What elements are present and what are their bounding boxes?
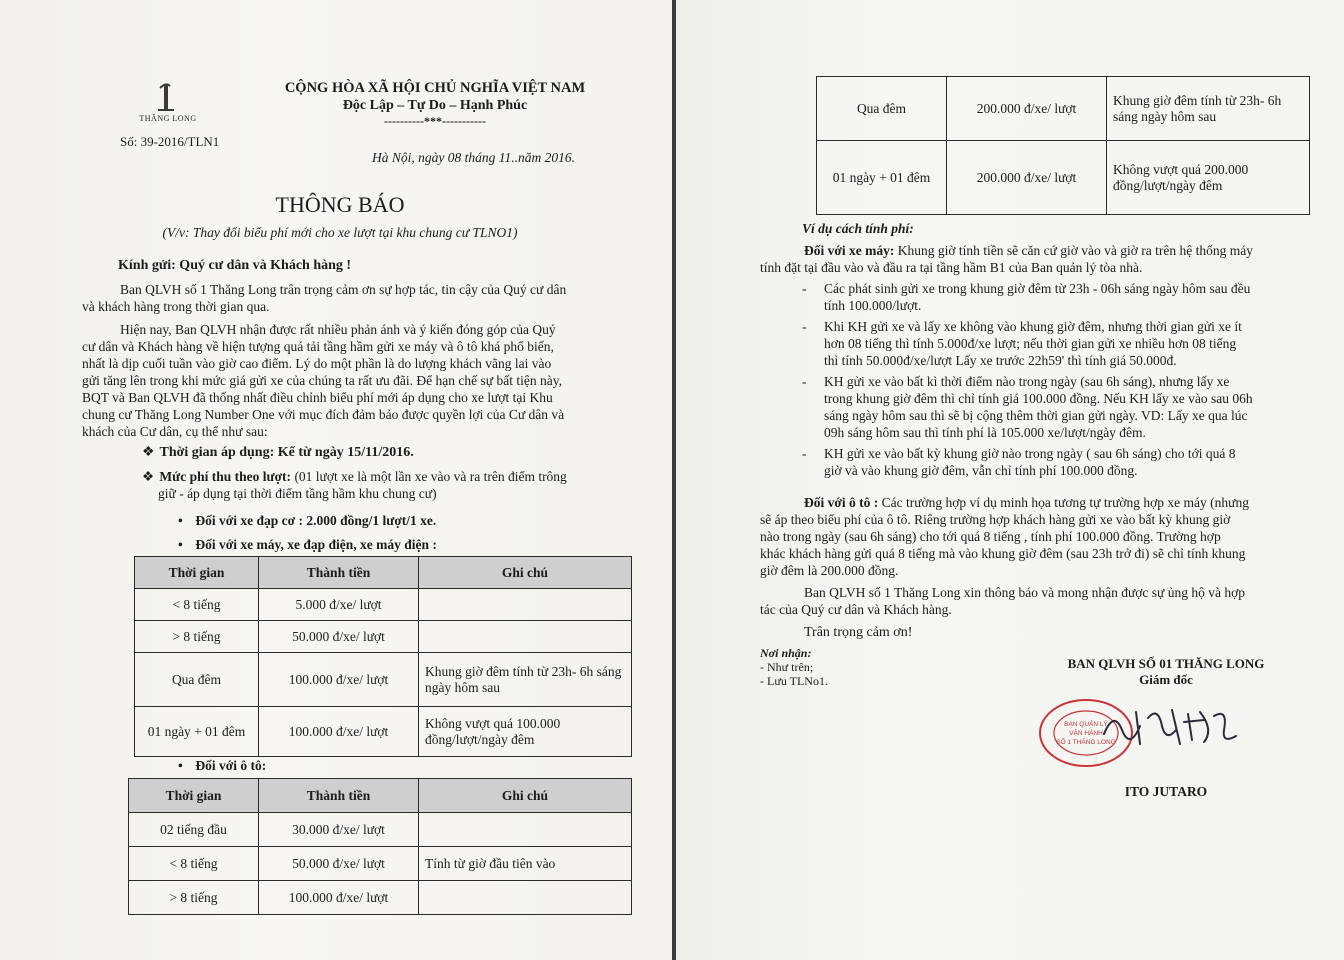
greeting: Kính gửi: Quý cư dân và Khách hàng ! <box>118 258 352 273</box>
car-fee-table <box>128 778 632 915</box>
car-example-label: Đối với ô tô : <box>804 495 879 510</box>
table-header: Thành tiền <box>259 557 419 589</box>
dash-bullet-icon: - <box>802 281 807 296</box>
list-item-line: KH gửi xe vào bất kỳ khung giờ nào trong ngày ( sau 6h sáng) cho tới quá 8 <box>824 446 1236 461</box>
table-cell: < 8 tiếng <box>135 589 259 621</box>
svg-text:SỐ 1 THĂNG LONG: SỐ 1 THĂNG LONG <box>1056 739 1116 746</box>
table-cell: 200.000 đ/xe/ lượt <box>947 77 1107 141</box>
table-cell: < 8 tiếng <box>129 847 259 881</box>
table-cell: 30.000 đ/xe/ lượt <box>259 813 419 847</box>
document-title: THÔNG BÁO <box>275 192 405 217</box>
header-divider: ----------***----------- <box>384 114 486 128</box>
document-number: Số: 39-2016/TLN1 <box>120 134 220 149</box>
table-row <box>135 707 632 757</box>
table-cell: > 8 tiếng <box>129 881 259 915</box>
list-item-line: tính 100.000/lượt. <box>824 298 922 313</box>
table-cell: 200.000 đ/xe/ lượt <box>947 141 1107 215</box>
svg-text:VẬN HÀNH: VẬN HÀNH <box>1069 730 1103 737</box>
motorbike-heading: Đối với xe máy, xe đạp điện, xe máy điện : <box>195 537 437 552</box>
table-header-row <box>129 779 632 813</box>
svg-text:BAN QUẢN LÝ: BAN QUẢN LÝ <box>1064 721 1108 728</box>
table-cell <box>419 813 632 847</box>
effective-date-item <box>142 444 414 461</box>
document-page-right <box>676 0 1344 960</box>
list-item-line: thì tính 50.000đ/xe/lượt Lấy xe trước 22h59' thì tính giá 50.000đ. <box>824 353 1177 368</box>
table-cell <box>419 621 632 653</box>
table-row <box>129 847 632 881</box>
thang-long-logo-icon <box>150 82 184 114</box>
table-header-row <box>135 557 632 589</box>
table-row <box>129 813 632 847</box>
list-item-line: Khi KH gửi xe và lấy xe không vào khung giờ đêm, nhưng thời gian gửi xe ít <box>824 319 1242 334</box>
table-cell: Tính từ giờ đầu tiên vào <box>419 847 632 881</box>
table-cell: 100.000 đ/xe/ lượt <box>259 881 419 915</box>
diamond-bullet-icon: ❖ <box>142 469 155 484</box>
table-cell: 100.000 đ/xe/ lượt <box>259 707 419 757</box>
paragraph-line: cư dân và Khách hàng về hiện tượng quá tải tầng hầm gửi xe máy và ô tô khá phổ biến, <box>82 339 554 354</box>
list-item-line: Các phát sinh gửi xe trong khung giờ đêm từ 23h - 06h sáng ngày hôm sau đều <box>824 281 1251 296</box>
table-header: Thời gian <box>135 557 259 589</box>
table-header: Thời gian <box>129 779 259 813</box>
motto: Độc Lập – Tự Do – Hạnh Phúc <box>342 98 528 113</box>
dash-bullet-icon: - <box>802 374 807 389</box>
car-example-line: khác khách hàng gửi quá 8 tiếng mà vào khung giờ đêm (sau 23h trở đi) sẽ chỉ tính khung <box>760 546 1246 561</box>
paragraph-line: Ban QLVH số 1 Thăng Long trân trọng cảm ơn sự hợp tác, tin cậy của Quý cư dân <box>120 282 567 297</box>
car-example-line: sẽ áp theo biểu phí của ô tô. Riêng trường hợp khách hàng gửi xe vào bất kỳ khung giờ <box>760 512 1231 527</box>
list-item-line: KH gửi xe vào bất kì thời điểm nào trong ngày (sau 6h sáng), nhưng lấy xe <box>824 374 1230 389</box>
car-example-line: Các trường hợp ví dụ minh họa tương tự trường hợp xe máy (nhưng <box>881 495 1249 510</box>
table-row <box>817 141 1310 215</box>
table-cell: Qua đêm <box>135 653 259 707</box>
table-header: Thành tiền <box>259 779 419 813</box>
fee-intro-item <box>142 468 612 502</box>
logo-text: THĂNG LONG <box>139 114 197 123</box>
car-heading-item <box>178 757 266 774</box>
thanks-text: Trân trọng cảm ơn! <box>804 625 913 640</box>
car-example-line: giờ đêm là 200.000 đồng. <box>760 563 899 578</box>
table-cell: 01 ngày + 01 đêm <box>817 141 947 215</box>
table-cell: 01 ngày + 01 đêm <box>135 707 259 757</box>
motorbike-example-line: Khung giờ tính tiền sẽ căn cứ giờ vào và giờ ra trên hệ thống máy <box>897 243 1253 258</box>
recipient-item: - Như trên; <box>760 660 814 674</box>
table-row <box>135 621 632 653</box>
closing-paragraph <box>760 584 1300 618</box>
table-cell <box>419 881 632 915</box>
car-fee-table-continued <box>816 76 1310 215</box>
list-item-line: hơn 08 tiếng thì tính 5.000đ/xe lượt; nếu thời gian gửi xe nhiều hơn 08 tiếng <box>824 336 1237 351</box>
bullet-dot-icon: • <box>178 537 183 552</box>
table-cell: Khung giờ đêm tính từ 23h- 6h sáng ngày hôm sau <box>419 653 632 707</box>
paragraph-line: nhất là dịp cuối tuần vào giờ cao điểm. Lý do một phần là do lượng khách vãng lai vào <box>82 356 552 371</box>
paragraph-line: chung cư Thăng Long Number One với mục đích đảm bảo được quyền lợi của Cư dân và <box>82 407 565 422</box>
bicycle-fee: Đối với xe đạp cơ : 2.000 đồng/1 lượt/1 xe. <box>195 513 437 528</box>
table-cell: Không vượt quá 100.000 đồng/lượt/ngày đêm <box>419 707 632 757</box>
document-date: Hà Nội, ngày 08 tháng 11..năm 2016. <box>372 150 575 165</box>
paragraph-line: và khách hàng trong thời gian qua. <box>82 299 270 314</box>
list-item <box>802 373 1302 441</box>
bicycle-fee-item <box>178 512 436 529</box>
list-item <box>802 318 1302 369</box>
motorbike-example <box>760 242 1300 276</box>
motorbike-example-line: tính đặt tại đầu vào và đầu ra tại tầng hầm B1 của Ban quản lý tòa nhà. <box>760 260 1143 275</box>
table-row <box>135 589 632 621</box>
table-cell: 50.000 đ/xe/ lượt <box>259 621 419 653</box>
table-cell: 02 tiếng đầu <box>129 813 259 847</box>
fee-label: Mức phí thu theo lượt: <box>159 469 292 484</box>
car-heading: Đối với ô tô: <box>195 758 267 773</box>
recipient-item: - Lưu TLNo1. <box>760 674 828 688</box>
table-cell <box>419 589 632 621</box>
bullet-dot-icon: • <box>178 513 183 528</box>
motorbike-fee-table <box>134 556 632 757</box>
paragraph-line: khách của Cư dân, cụ thể như sau: <box>82 424 268 439</box>
list-item-line: sáng ngày hôm sau thì sẽ bị cộng thêm thời gian gửi ngày. VD: Lấy xe qua lúc <box>824 408 1248 423</box>
table-row <box>817 77 1310 141</box>
list-item-line: 09h sáng hôm sau thì tính phí là 105.000 xe/lượt/ngày đêm. <box>824 425 1146 440</box>
table-cell: 5.000 đ/xe/ lượt <box>259 589 419 621</box>
table-cell: 100.000 đ/xe/ lượt <box>259 653 419 707</box>
example-heading: Ví dụ cách tính phí: <box>802 221 914 236</box>
fee-note-line: giữ - áp dụng tại thời điểm tầng hầm khu chung cư) <box>158 486 437 501</box>
signature-icon <box>1096 700 1246 756</box>
motorbike-heading-item <box>178 536 437 553</box>
table-header: Ghi chú <box>419 557 632 589</box>
car-example <box>760 494 1300 579</box>
list-item-line: giờ và vào khung giờ đêm, vẫn chỉ tính phí 100.000 đồng. <box>824 463 1138 478</box>
paragraph-thanks <box>82 281 622 315</box>
paragraph-line: Hiện nay, Ban QLVH nhận được rất nhiều phản ánh và ý kiến đóng góp của Quý <box>120 322 556 337</box>
country-heading: CỘNG HÒA XÃ HỘI CHỦ NGHĨA VIỆT NAM <box>284 80 586 96</box>
paragraph-line: gửi tăng lên trong khi mức giá gửi xe của chúng ta rất ưu đãi. Để hạn chế sự bất tiện này, <box>82 373 562 388</box>
bullet-dot-icon: • <box>178 758 183 773</box>
table-cell: Qua đêm <box>817 77 947 141</box>
table-cell: > 8 tiếng <box>135 621 259 653</box>
fee-note-line: (01 lượt xe là một lần xe vào và ra trên điểm trông <box>294 469 567 484</box>
effective-date: Thời gian áp dụng: Kể từ ngày 15/11/2016. <box>159 445 414 460</box>
signer-name: ITO JUTARO <box>1124 784 1208 799</box>
table-cell: Khung giờ đêm tính từ 23h- 6h sáng ngày hôm sau <box>1107 77 1310 141</box>
paragraph-situation <box>82 321 622 440</box>
paragraph-line: BQT và Ban QLVH đã thống nhất điều chỉnh biểu phí mới áp dụng cho xe lượt tại Khu <box>82 390 553 405</box>
signer-title: Giám đốc <box>1139 672 1193 687</box>
recipients-label: Nơi nhận: <box>760 646 812 660</box>
list-item <box>802 445 1302 479</box>
recipients-list <box>760 660 828 688</box>
table-cell: 50.000 đ/xe/ lượt <box>259 847 419 881</box>
dash-bullet-icon: - <box>802 319 807 334</box>
closing-line: tác của Quý cư dân và Khách hàng. <box>760 602 952 617</box>
dash-bullet-icon: - <box>802 446 807 461</box>
table-row <box>129 881 632 915</box>
signer-organization: BAN QLVH SỐ 01 THĂNG LONG <box>1067 656 1265 671</box>
car-example-line: nào trong ngày (sau 6h sáng) cho tới quá 8 tiếng , tính phí 100.000 đồng. Trường hợp <box>760 529 1221 544</box>
closing-line: Ban QLVH số 1 Thăng Long xin thông báo và mong nhận được sự ủng hộ và hợp <box>804 585 1245 600</box>
document-subtitle: (V/v: Thay đổi biểu phí mới cho xe lượt tại khu chung cư TLNO1) <box>162 225 518 240</box>
example-list <box>802 280 1302 479</box>
table-row <box>135 653 632 707</box>
list-item <box>802 280 1302 314</box>
table-header: Ghi chú <box>419 779 632 813</box>
diamond-bullet-icon: ❖ <box>142 445 155 460</box>
motorbike-example-label: Đối với xe máy: <box>804 243 895 258</box>
list-item-line: trong khung giờ đêm thì chỉ tính giá 100.000 đồng. Nếu KH lấy xe vào sau 06h <box>824 391 1253 406</box>
table-cell: Không vượt quá 200.000 đồng/lượt/ngày đêm <box>1107 141 1310 215</box>
